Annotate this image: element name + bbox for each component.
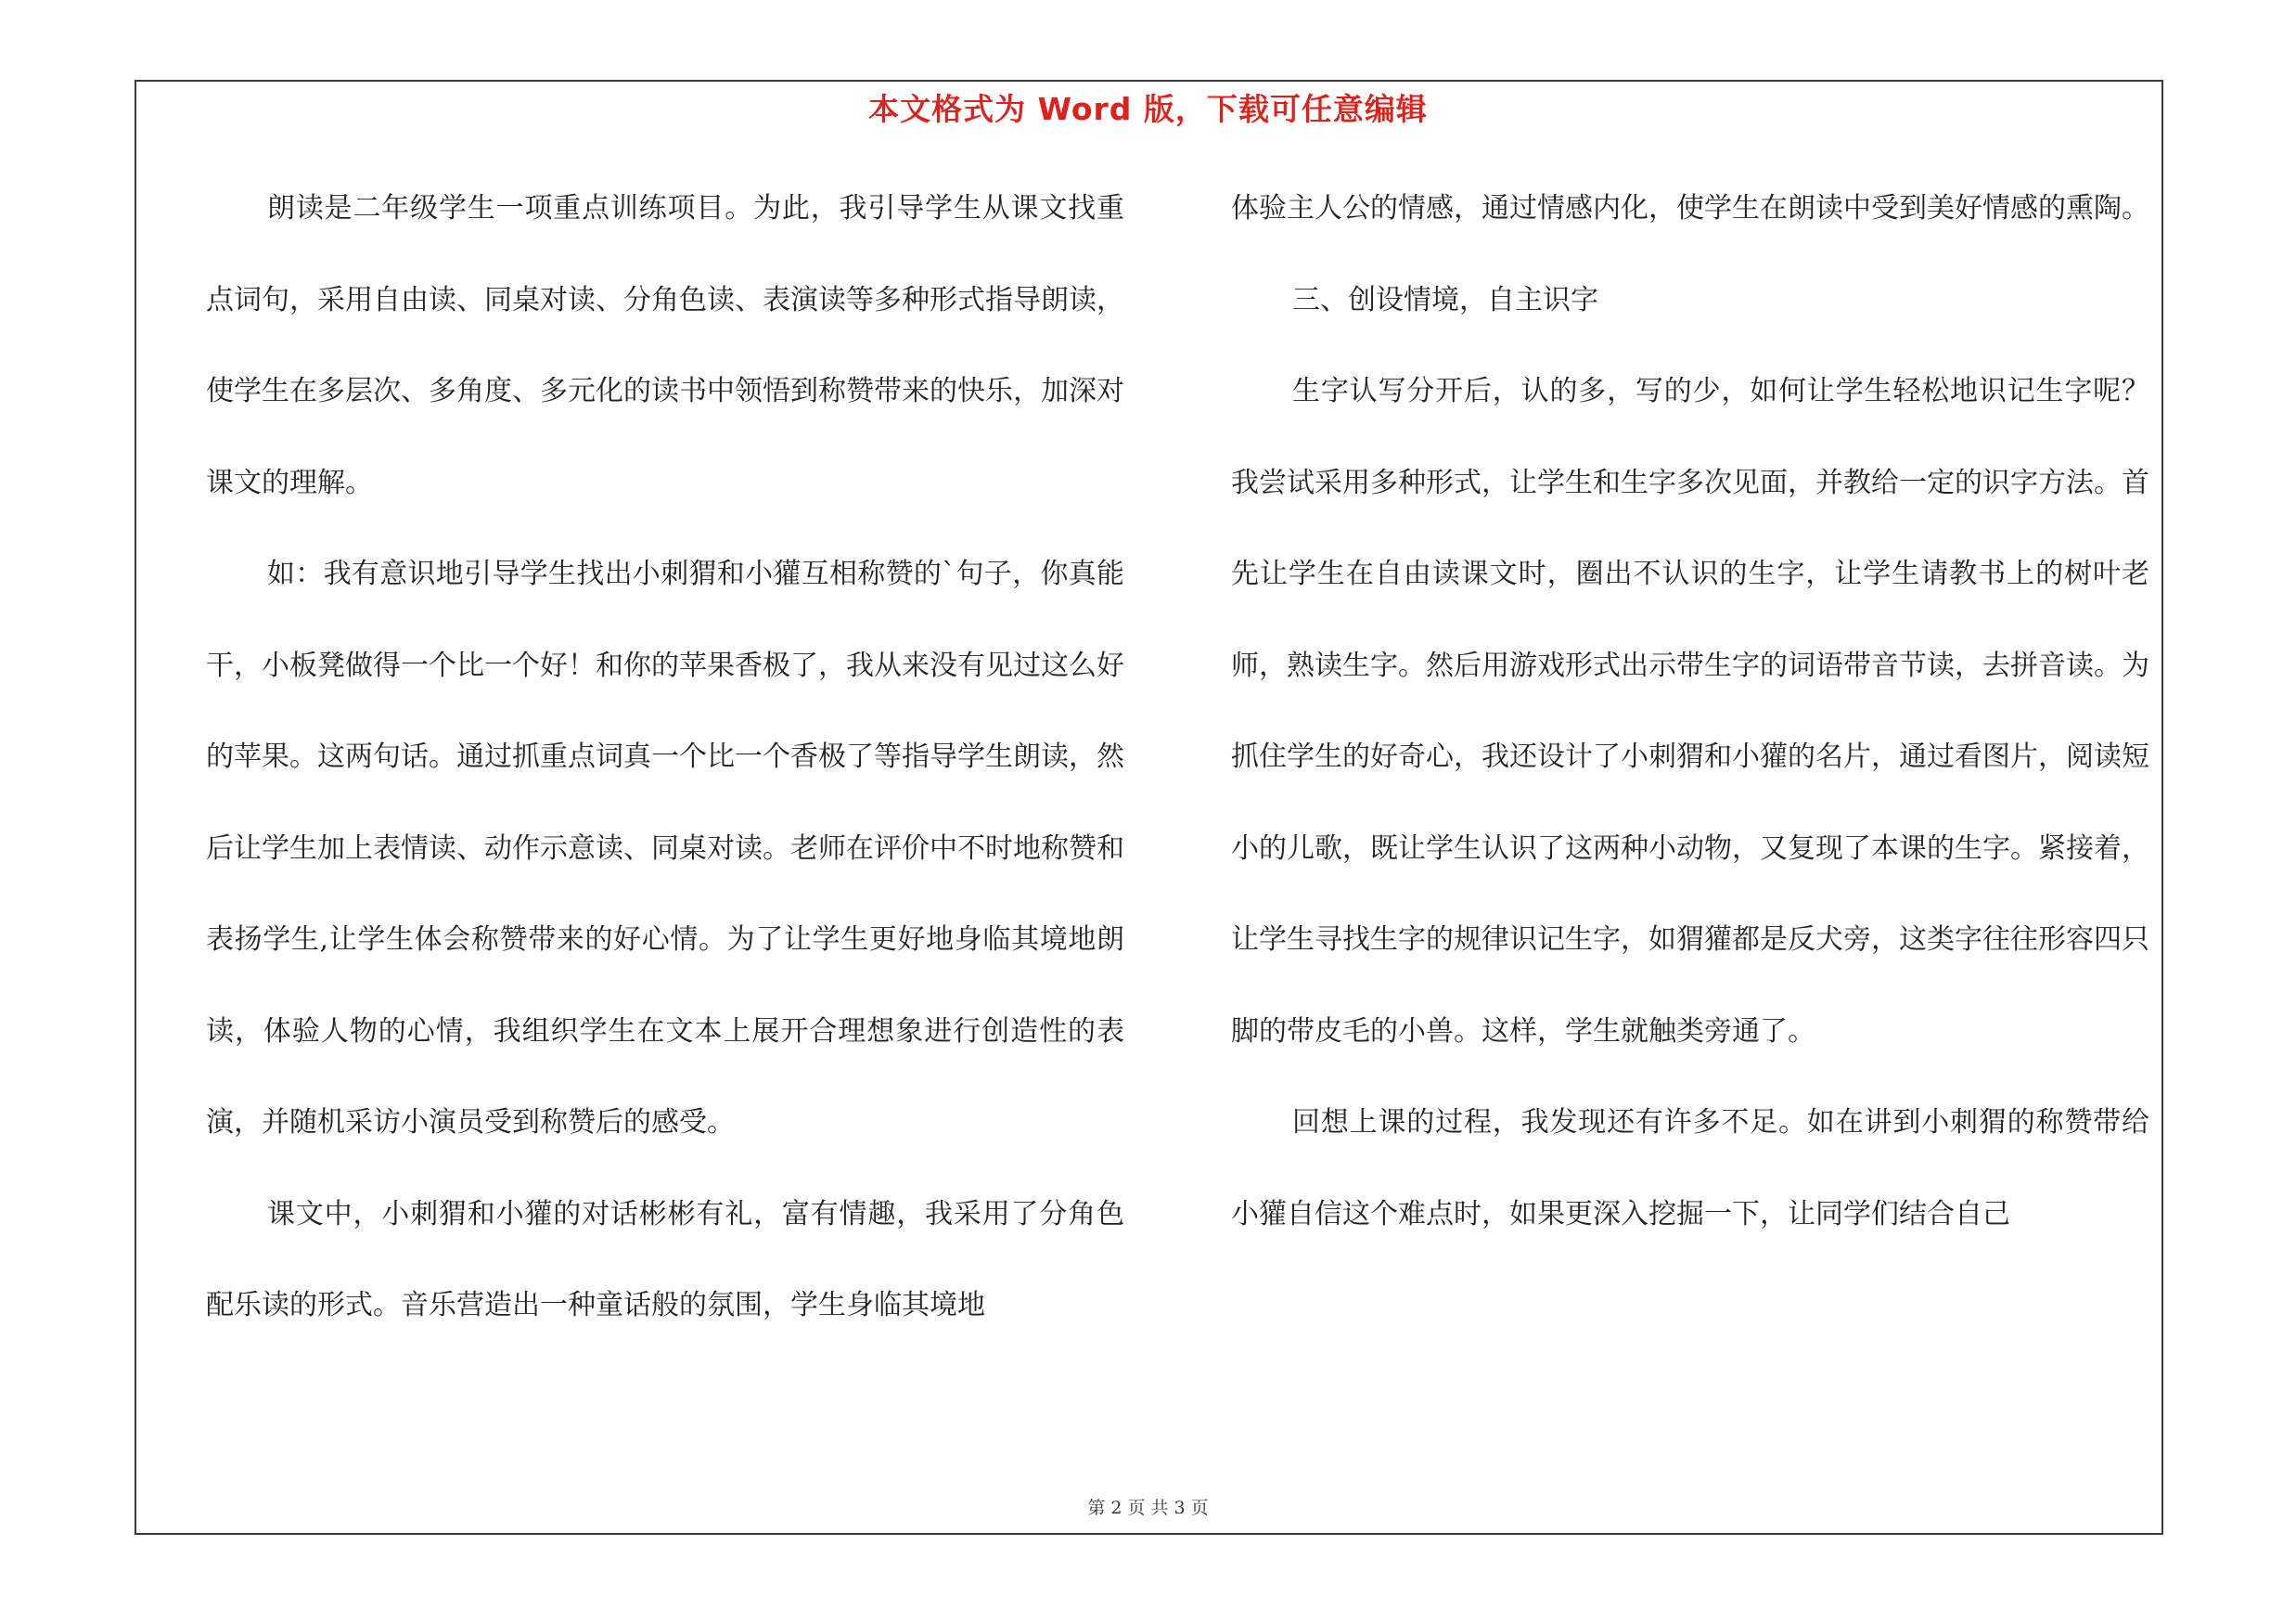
left-text-column [206, 163, 1124, 1352]
right-text-column [1231, 163, 2149, 1260]
paragraph: 回想上课的过程，我发现还有许多不足。如在讲到小刺猬的称赞带给小獾自信这个难点时，如果更深入挖掘一下，让同学们结合自己 [1231, 1106, 2149, 1230]
paragraph: 生字认写分开后，认的多，写的少，如何让学生轻松地识记生字呢？我尝试采用多种形式，让学生和生字多次见面，并教给一定的识字方法。首先让学生在自由读课文时，圈出不认识的生字，让学生请教书上的树叶老师，熟读生字。然后用游戏形式出示带生字的词语带音节读，去拼音读。为抓住学生的好奇心，我还设计了小刺猬和小獾的名片，通过看图片，阅读短小的儿歌，既让学生认识了这两种小动物，又复现了本课的生字。紧接着，让学生寻找生字的规律识记生字，如猬獾都是反犬旁，这类字往往形容四只脚的带皮毛的小兽。这样，学生就触类旁通了。 [1231, 375, 2149, 1048]
paragraph: 朗读是二年级学生一项重点训练项目。为此，我引导学生从课文找重点词句，采用自由读、同桌对读、分角色读、表演读等多种形式指导朗读，使学生在多层次、多角度、多元化的读书中领悟到称赞带来的快乐，加深对课文的理解。 [206, 192, 1124, 499]
paragraph: 如：我有意识地引导学生找出小刺猬和小獾互相称赞的`句子，你真能干，小板凳做得一个比一个好！和你的苹果香极了，我从来没有见过这么好的苹果。这两句话。通过抓重点词真一个比一个香极了等指导学生朗读，然后让学生加上表情读、动作示意读、同桌对读。老师在评价中不时地称赞和表扬学生,让学生体会称赞带来的好心情。为了让学生更好地身临其境地朗读，体验人物的心情，我组织学生在文本上展开合理想象进行创造性的表演，并随机采访小演员受到称赞后的感受。 [206, 558, 1124, 1139]
paragraph: 课文中，小刺猬和小獾的对话彬彬有礼，富有情趣，我采用了分角色配乐读的形式。音乐营造出一种童话般的氛围，学生身临其境地 [206, 1197, 1124, 1321]
paragraph: 体验主人公的情感，通过情感内化，使学生在朗读中受到美好情感的熏陶。 [1231, 192, 2149, 225]
page-number-footer: 第 2 页 共 3 页 [1087, 1498, 1209, 1518]
section-heading: 三、创设情境，自主识字 [1292, 283, 1598, 316]
format-notice-banner: 本文格式为 Word 版，下载可任意编辑 [868, 91, 1428, 127]
